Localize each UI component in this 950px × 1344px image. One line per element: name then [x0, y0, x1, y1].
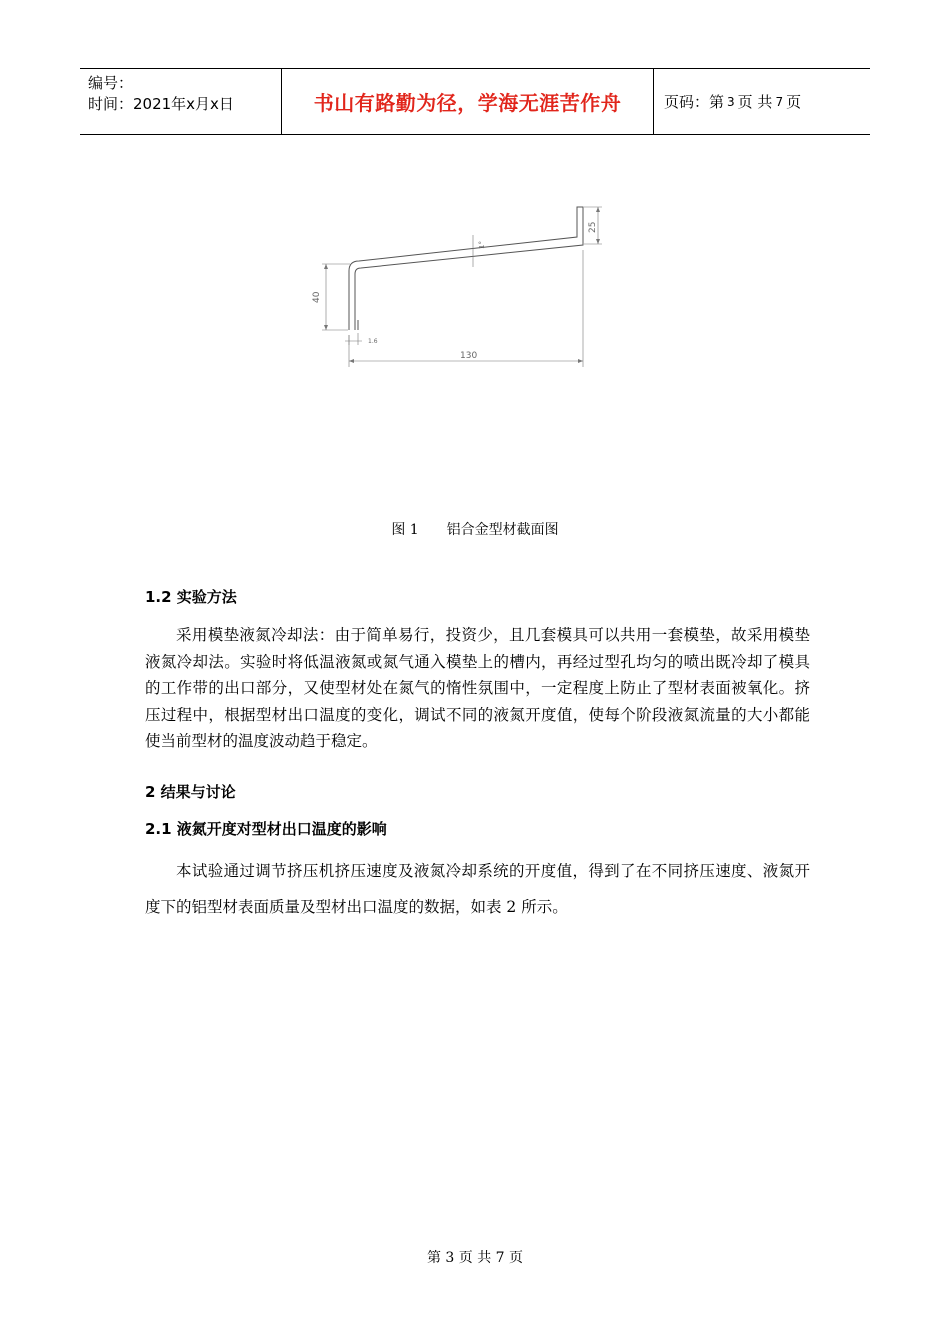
page-header [80, 68, 870, 135]
section-1-2-body [145, 622, 810, 755]
slope-angle-label: 1° [478, 241, 486, 249]
header-meta [80, 69, 282, 134]
figure-caption [0, 519, 950, 539]
figure-number: 图 1 [391, 522, 419, 538]
top-height-dimension-label: 25 [588, 221, 598, 233]
page-current: 3 [727, 94, 735, 109]
section-2-1-body [145, 853, 810, 925]
page-footer: 第 3 页 共 7 页 [426, 1250, 524, 1266]
section-heading-2: 2 结果与讨论 [145, 783, 236, 801]
section-heading-2-1: 2.1 液氮开度对型材出口温度的影响 [145, 820, 387, 838]
header-page-indicator [654, 69, 870, 134]
document-date: 时间：2021年x月x日 [88, 95, 234, 113]
profile-lip [349, 320, 358, 330]
page-suffix: 页 [786, 93, 802, 111]
height-dimension-label: 40 [312, 291, 322, 303]
header-motto: 书山有路勤为径，学海无涯苦作舟 [282, 69, 654, 134]
page-prefix: 页码：第 [664, 93, 725, 111]
profile-cross-section-drawing [290, 195, 620, 375]
paragraph: 采用模垫液氮冷却法：由于简单易行，投资少，且几套模具可以共用一套模垫，故采用模垫液氮冷却法。实验时将低温液氮或氮气通入模垫上的槽内，再经过型孔均匀的喷出既冷却了模具的工作带的出口部分，又使型材处在氮气的惰性氛围中，一定程度上防止了型材表面被氧化。挤压过程中，根据型材出口温度的变化，调试不同的液氮开度值，使每个阶段液氮流量的大小都能使当前型材的温度波动趋于稳定。 [145, 626, 810, 750]
section-heading-1-2: 1.2 实验方法 [145, 588, 237, 606]
figure-title: 铝合金型材截面图 [446, 522, 559, 538]
page-total: 7 [775, 94, 784, 109]
document-number-label: 编号： [88, 74, 134, 92]
profile-outline [349, 207, 583, 330]
lip-dimension-label: 1.6 [368, 338, 378, 345]
page-middle: 页 共 [737, 93, 773, 111]
paragraph: 本试验通过调节挤压机挤压速度及液氮冷却系统的开度值，得到了在不同挤压速度、液氮开度下的铝型材表面质量及型材出口温度的数据，如表 2 所示。 [145, 862, 810, 916]
width-dimension-label: 130 [460, 351, 478, 361]
